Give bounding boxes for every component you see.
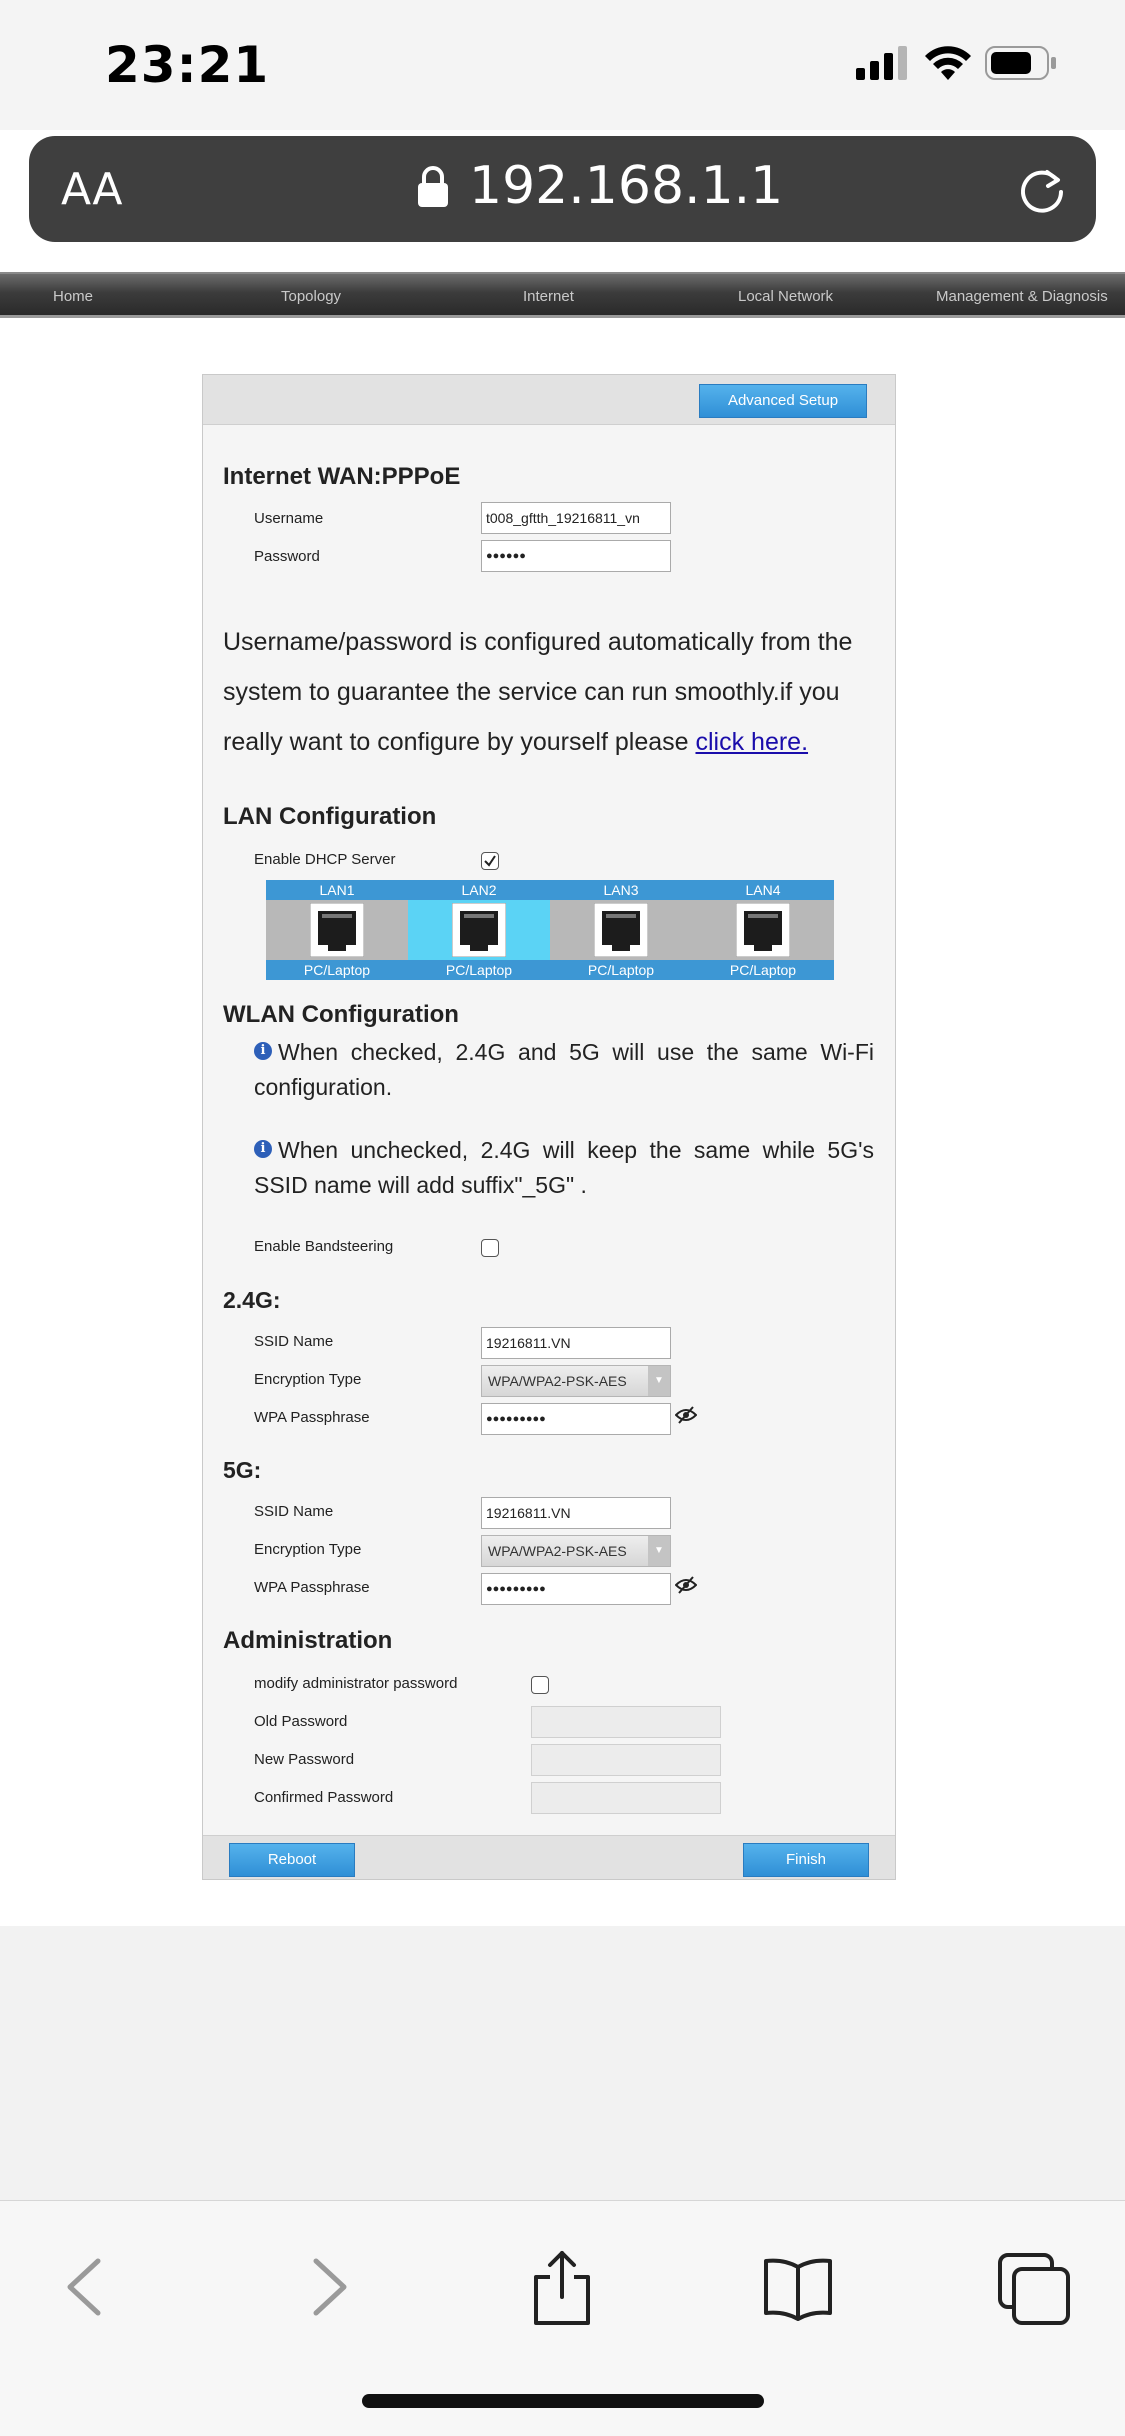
battery-icon <box>985 46 1057 80</box>
lan-port-strip <box>266 880 834 980</box>
bookmarks-icon[interactable] <box>758 2247 838 2327</box>
username-label: Username <box>254 510 324 527</box>
lan-port-4[interactable] <box>692 880 834 980</box>
home-indicator[interactable] <box>362 2394 764 2408</box>
dhcp-label: Enable DHCP Server <box>254 851 396 868</box>
encryption-5-select[interactable] <box>481 1535 671 1567</box>
info-icon: i <box>254 1140 272 1158</box>
new-password-input[interactable] <box>531 1744 721 1776</box>
lan-port-device: PC/Laptop <box>550 960 692 980</box>
lan-port-device: PC/Laptop <box>692 960 834 980</box>
old-password-label: Old Password <box>254 1713 348 1730</box>
share-icon[interactable] <box>522 2247 602 2327</box>
url-text[interactable]: 192.168.1.1 <box>469 156 784 216</box>
ethernet-port-icon <box>310 903 364 957</box>
passphrase-5-input[interactable]: ●●●●●●●●● <box>481 1573 671 1605</box>
encryption-5-value: WPA/WPA2-PSK-AES <box>488 1543 627 1559</box>
confirm-password-label: Confirmed Password <box>254 1789 394 1806</box>
modify-password-label: modify administrator password <box>254 1675 458 1692</box>
confirm-password-input[interactable] <box>531 1782 721 1814</box>
old-password-input[interactable] <box>531 1706 721 1738</box>
show-password-icon[interactable] <box>675 1575 697 1595</box>
encryption-24-label: Encryption Type <box>254 1371 362 1388</box>
info-icon: i <box>254 1042 272 1060</box>
page-background <box>0 1926 1125 2200</box>
wlan-note-unchecked-text: When unchecked, 2.4G will keep the same while 5G's SSID name will add suffix"_5G" . <box>254 1137 874 1198</box>
panel-header <box>203 375 895 425</box>
router-nav-bar <box>0 272 1125 318</box>
checkmark-icon <box>482 853 498 869</box>
lan-section-title: LAN Configuration <box>223 803 437 830</box>
ssid-24-label: SSID Name <box>254 1333 334 1350</box>
nav-internet[interactable]: Internet <box>523 288 574 305</box>
lock-icon <box>417 166 449 208</box>
ssid-24-input[interactable]: 19216811.VN <box>481 1327 671 1359</box>
nav-local-network[interactable]: Local Network <box>738 288 834 305</box>
ssid-5-label: SSID Name <box>254 1503 334 1520</box>
bandsteering-checkbox[interactable] <box>481 1239 499 1257</box>
nav-home[interactable]: Home <box>53 288 94 305</box>
wan-section-title: Internet WAN:PPPoE <box>223 463 461 490</box>
wifi-icon <box>925 42 971 82</box>
lan-port-device: PC/Laptop <box>266 960 408 980</box>
lan-port-name: LAN1 <box>266 880 408 900</box>
passphrase-5-label: WPA Passphrase <box>254 1579 370 1596</box>
passphrase-24-label: WPA Passphrase <box>254 1409 370 1426</box>
ethernet-port-icon <box>736 903 790 957</box>
back-icon[interactable] <box>46 2247 126 2327</box>
wan-info-body: Username/password is configured automatically from the system to guarantee the service can run smoothly.if you really want to configure by yourself please <box>223 628 853 756</box>
admin-section-title: Administration <box>223 1627 393 1654</box>
lan-port-name: LAN3 <box>550 880 692 900</box>
wlan-section-title: WLAN Configuration <box>223 1001 459 1028</box>
panel-footer <box>203 1835 895 1879</box>
advanced-setup-button[interactable]: Advanced Setup <box>699 384 867 418</box>
ethernet-port-icon <box>594 903 648 957</box>
reboot-button[interactable]: Reboot <box>229 1843 355 1877</box>
lan-port-device: PC/Laptop <box>408 960 550 980</box>
ssid-5-input[interactable]: 19216811.VN <box>481 1497 671 1529</box>
text-size-button[interactable]: AA <box>61 164 123 215</box>
finish-button[interactable]: Finish <box>743 1843 869 1877</box>
lan-port-3[interactable] <box>550 880 692 980</box>
band-24-title: 2.4G: <box>223 1287 281 1313</box>
encryption-5-label: Encryption Type <box>254 1541 362 1558</box>
dhcp-checkbox[interactable] <box>481 852 499 870</box>
address-bar[interactable] <box>29 136 1096 242</box>
reload-icon[interactable] <box>1017 164 1067 214</box>
wlan-note-checked-text: When checked, 2.4G and 5G will use the same Wi-Fi configuration. <box>254 1039 874 1100</box>
wan-info-text <box>223 617 873 767</box>
wlan-note-checked <box>254 1035 874 1105</box>
forward-icon[interactable] <box>288 2247 368 2327</box>
status-time: 23:21 <box>105 36 270 94</box>
click-here-link[interactable]: click here. <box>695 728 809 756</box>
lan-port-2[interactable] <box>408 880 550 980</box>
status-bar <box>0 0 1125 130</box>
nav-management-diagnosis[interactable]: Management & Diagnosis <box>936 288 1108 305</box>
encryption-24-select[interactable] <box>481 1365 671 1397</box>
username-input[interactable]: t008_gftth_19216811_vn <box>481 502 671 534</box>
passphrase-24-input[interactable]: ●●●●●●●●● <box>481 1403 671 1435</box>
bandsteering-label: Enable Bandsteering <box>254 1238 394 1255</box>
password-label: Password <box>254 548 320 565</box>
nav-topology[interactable]: Topology <box>281 288 342 305</box>
new-password-label: New Password <box>254 1751 355 1768</box>
chevron-down-icon: ▼ <box>648 1536 670 1566</box>
modify-password-checkbox[interactable] <box>531 1676 549 1694</box>
password-input[interactable]: ●●●●●● <box>481 540 671 572</box>
lan-port-name: LAN2 <box>408 880 550 900</box>
show-password-icon[interactable] <box>675 1405 697 1425</box>
lan-port-name: LAN4 <box>692 880 834 900</box>
lan-port-1[interactable] <box>266 880 408 980</box>
band-5-title: 5G: <box>223 1457 262 1483</box>
config-panel <box>202 374 896 1880</box>
tabs-icon[interactable] <box>994 2247 1074 2327</box>
wlan-note-unchecked <box>254 1133 874 1203</box>
chevron-down-icon: ▼ <box>648 1366 670 1396</box>
ethernet-port-icon <box>452 903 506 957</box>
encryption-24-value: WPA/WPA2-PSK-AES <box>488 1373 627 1389</box>
cellular-signal-icon <box>856 46 908 80</box>
